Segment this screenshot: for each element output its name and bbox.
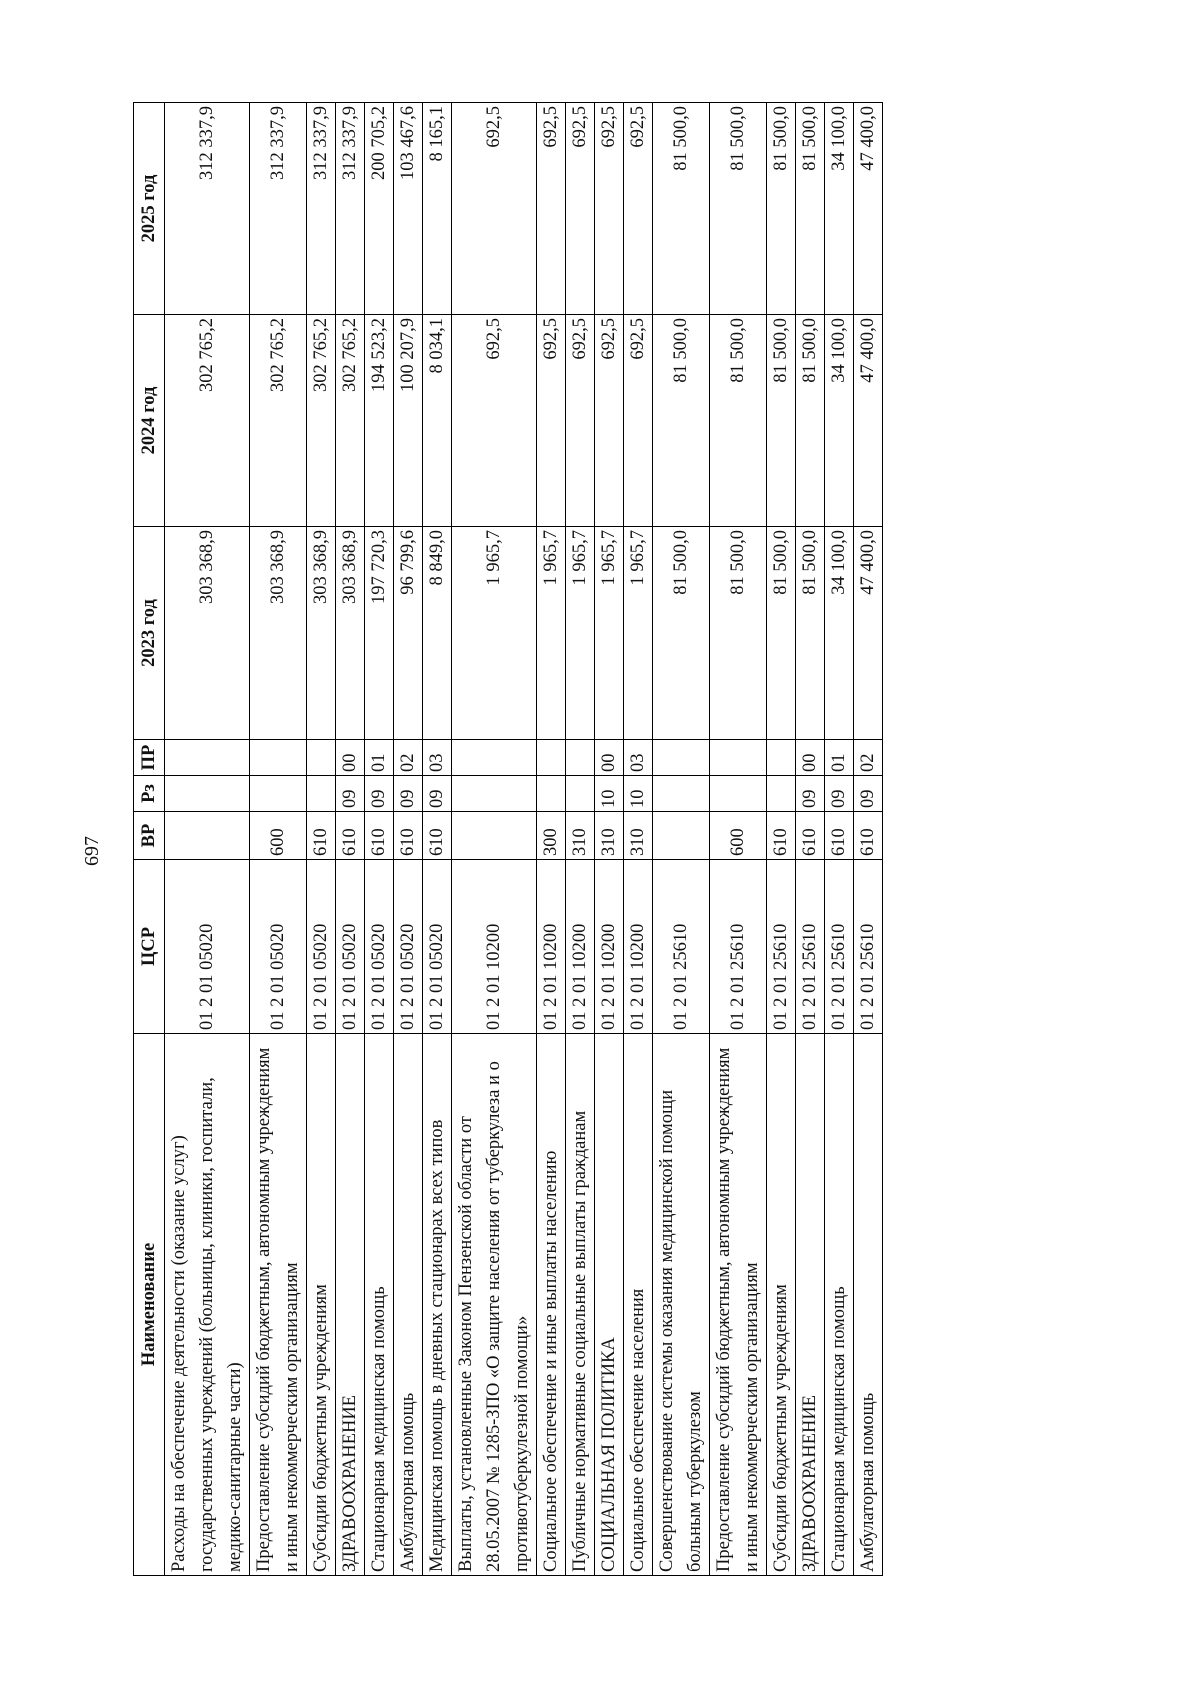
cell-vr: 610 — [336, 812, 365, 860]
table-row — [394, 103, 423, 1576]
table-row — [595, 103, 624, 1576]
cell-2024: 194 523,2 — [365, 315, 394, 527]
cell-csr: 01 2 01 10200 — [566, 860, 595, 1034]
cell-csr: 01 2 01 05020 — [307, 860, 336, 1034]
cell-pr — [710, 740, 767, 776]
cell-2023: 8 849,0 — [423, 527, 452, 740]
cell-2025: 312 337,9 — [250, 103, 307, 315]
cell-name: ЗДРАВООХРАНЕНИЕ — [336, 1034, 365, 1576]
cell-rz: 10 — [595, 776, 624, 812]
cell-vr: 600 — [710, 812, 767, 860]
cell-vr: 610 — [796, 812, 825, 860]
cell-name: Субсидии бюджетным учреждениям — [767, 1034, 796, 1576]
cell-2023: 81 500,0 — [767, 527, 796, 740]
table-body — [165, 103, 883, 1576]
cell-pr: 01 — [825, 740, 854, 776]
cell-vr — [653, 812, 710, 860]
cell-rz — [452, 776, 537, 812]
cell-rz — [307, 776, 336, 812]
header-2024: 2024 год — [134, 315, 165, 527]
cell-rz — [537, 776, 566, 812]
cell-2024: 302 765,2 — [336, 315, 365, 527]
cell-2024: 692,5 — [452, 315, 537, 527]
cell-vr: 310 — [566, 812, 595, 860]
cell-2023: 1 965,7 — [624, 527, 653, 740]
cell-2025: 81 500,0 — [710, 103, 767, 315]
table-row — [537, 103, 566, 1576]
table-row — [624, 103, 653, 1576]
cell-2025: 312 337,9 — [336, 103, 365, 315]
cell-csr: 01 2 01 25610 — [825, 860, 854, 1034]
cell-csr: 01 2 01 05020 — [165, 860, 250, 1034]
cell-pr — [767, 740, 796, 776]
cell-2025: 692,5 — [452, 103, 537, 315]
cell-name: Амбулаторная помощь — [854, 1034, 883, 1576]
cell-rz: 09 — [854, 776, 883, 812]
cell-2025: 34 100,0 — [825, 103, 854, 315]
cell-vr: 610 — [394, 812, 423, 860]
cell-name: Совершенствование системы оказания медицинской помощи больным туберкулезом — [653, 1034, 710, 1576]
cell-vr: 610 — [825, 812, 854, 860]
cell-pr — [307, 740, 336, 776]
cell-2023: 303 368,9 — [336, 527, 365, 740]
cell-name: Выплаты, установленные Законом Пензенской области от 28.05.2007 № 1285-ЗПО «О защите населения от туберкулеза и о противотуберкулезной помощи» — [452, 1034, 537, 1576]
cell-2024: 100 207,9 — [394, 315, 423, 527]
cell-2024: 302 765,2 — [165, 315, 250, 527]
cell-2024: 81 500,0 — [796, 315, 825, 527]
cell-pr — [566, 740, 595, 776]
cell-2024: 692,5 — [624, 315, 653, 527]
cell-2023: 303 368,9 — [307, 527, 336, 740]
cell-pr — [165, 740, 250, 776]
cell-2023: 81 500,0 — [796, 527, 825, 740]
header-rz: Рз — [134, 776, 165, 812]
cell-csr: 01 2 01 05020 — [336, 860, 365, 1034]
cell-2024: 81 500,0 — [710, 315, 767, 527]
cell-2025: 692,5 — [624, 103, 653, 315]
cell-rz: 09 — [365, 776, 394, 812]
cell-vr: 610 — [307, 812, 336, 860]
cell-name: Социальное обеспечение населения — [624, 1034, 653, 1576]
cell-name: Стационарная медицинская помощь — [825, 1034, 854, 1576]
cell-csr: 01 2 01 05020 — [394, 860, 423, 1034]
cell-2024: 81 500,0 — [653, 315, 710, 527]
cell-2023: 1 965,7 — [595, 527, 624, 740]
cell-name: Медицинская помощь в дневных стационарах всех типов — [423, 1034, 452, 1576]
cell-2024: 8 034,1 — [423, 315, 452, 527]
table-row — [653, 103, 710, 1576]
cell-2024: 692,5 — [537, 315, 566, 527]
header-csr: ЦСР — [134, 860, 165, 1034]
table-row — [566, 103, 595, 1576]
cell-vr — [452, 812, 537, 860]
cell-rz — [165, 776, 250, 812]
cell-2023: 47 400,0 — [854, 527, 883, 740]
cell-pr: 01 — [365, 740, 394, 776]
cell-name: СОЦИАЛЬНАЯ ПОЛИТИКА — [595, 1034, 624, 1576]
cell-rz — [566, 776, 595, 812]
cell-csr: 01 2 01 05020 — [250, 860, 307, 1034]
cell-2024: 81 500,0 — [767, 315, 796, 527]
cell-2025: 8 165,1 — [423, 103, 452, 315]
cell-2025: 81 500,0 — [653, 103, 710, 315]
cell-pr: 02 — [854, 740, 883, 776]
cell-2023: 96 799,6 — [394, 527, 423, 740]
cell-2025: 81 500,0 — [767, 103, 796, 315]
budget-table-rotated — [133, 103, 877, 1576]
table-row — [307, 103, 336, 1576]
cell-vr: 310 — [624, 812, 653, 860]
cell-2023: 1 965,7 — [537, 527, 566, 740]
cell-rz — [710, 776, 767, 812]
cell-vr: 600 — [250, 812, 307, 860]
cell-rz — [250, 776, 307, 812]
cell-csr: 01 2 01 05020 — [423, 860, 452, 1034]
cell-2025: 47 400,0 — [854, 103, 883, 315]
cell-csr: 01 2 01 10200 — [452, 860, 537, 1034]
cell-pr: 02 — [394, 740, 423, 776]
cell-name: ЗДРАВООХРАНЕНИЕ — [796, 1034, 825, 1576]
cell-vr: 610 — [854, 812, 883, 860]
table-row — [710, 103, 767, 1576]
cell-rz: 09 — [394, 776, 423, 812]
cell-pr: 03 — [423, 740, 452, 776]
cell-csr: 01 2 01 05020 — [365, 860, 394, 1034]
table-row — [336, 103, 365, 1576]
cell-vr: 300 — [537, 812, 566, 860]
table-row — [452, 103, 537, 1576]
cell-pr — [452, 740, 537, 776]
cell-2025: 692,5 — [566, 103, 595, 315]
cell-name: Публичные нормативные социальные выплаты гражданам — [566, 1034, 595, 1576]
cell-pr — [653, 740, 710, 776]
cell-pr — [537, 740, 566, 776]
cell-2025: 692,5 — [595, 103, 624, 315]
cell-name: Амбулаторная помощь — [394, 1034, 423, 1576]
cell-csr: 01 2 01 25610 — [796, 860, 825, 1034]
cell-2024: 34 100,0 — [825, 315, 854, 527]
cell-2023: 81 500,0 — [710, 527, 767, 740]
header-vr: ВР — [134, 812, 165, 860]
cell-2023: 1 965,7 — [566, 527, 595, 740]
cell-csr: 01 2 01 10200 — [624, 860, 653, 1034]
cell-vr: 610 — [767, 812, 796, 860]
cell-vr: 310 — [595, 812, 624, 860]
cell-2023: 81 500,0 — [653, 527, 710, 740]
cell-2025: 81 500,0 — [796, 103, 825, 315]
cell-2025: 692,5 — [537, 103, 566, 315]
cell-rz: 09 — [796, 776, 825, 812]
cell-csr: 01 2 01 25610 — [767, 860, 796, 1034]
cell-rz — [653, 776, 710, 812]
table-row — [365, 103, 394, 1576]
cell-name: Расходы на обеспечение деятельности (оказание услуг) государственных учреждений (больницы, клиники, госпитали, медико-санитарные части) — [165, 1034, 250, 1576]
cell-2024: 692,5 — [595, 315, 624, 527]
cell-csr: 01 2 01 25610 — [653, 860, 710, 1034]
cell-2025: 312 337,9 — [307, 103, 336, 315]
table-row — [796, 103, 825, 1576]
cell-vr: 610 — [423, 812, 452, 860]
cell-rz: 09 — [825, 776, 854, 812]
cell-csr: 01 2 01 10200 — [537, 860, 566, 1034]
cell-2025: 312 337,9 — [165, 103, 250, 315]
cell-rz: 09 — [336, 776, 365, 812]
cell-csr: 01 2 01 10200 — [595, 860, 624, 1034]
cell-vr: 610 — [365, 812, 394, 860]
table-row — [767, 103, 796, 1576]
cell-2023: 303 368,9 — [250, 527, 307, 740]
cell-2025: 103 467,6 — [394, 103, 423, 315]
table-row — [423, 103, 452, 1576]
budget-table — [133, 102, 883, 1576]
cell-2024: 692,5 — [566, 315, 595, 527]
cell-csr: 01 2 01 25610 — [710, 860, 767, 1034]
cell-2023: 197 720,3 — [365, 527, 394, 740]
cell-rz: 09 — [423, 776, 452, 812]
cell-pr: 00 — [796, 740, 825, 776]
cell-pr: 00 — [336, 740, 365, 776]
cell-csr: 01 2 01 25610 — [854, 860, 883, 1034]
cell-2023: 303 368,9 — [165, 527, 250, 740]
header-2025: 2025 год — [134, 103, 165, 315]
cell-vr — [165, 812, 250, 860]
cell-rz: 10 — [624, 776, 653, 812]
header-pr: ПР — [134, 740, 165, 776]
cell-name: Социальное обеспечение и иные выплаты населению — [537, 1034, 566, 1576]
table-row — [250, 103, 307, 1576]
table-row — [825, 103, 854, 1576]
cell-2024: 302 765,2 — [250, 315, 307, 527]
cell-2025: 200 705,2 — [365, 103, 394, 315]
table-row — [165, 103, 250, 1576]
cell-pr: 00 — [595, 740, 624, 776]
cell-2023: 34 100,0 — [825, 527, 854, 740]
page-number: 697 — [81, 836, 103, 866]
cell-name: Субсидии бюджетным учреждениям — [307, 1034, 336, 1576]
cell-2024: 302 765,2 — [307, 315, 336, 527]
cell-name: Предоставление субсидий бюджетным, автономным учреждениям и иным некоммерческим организациям — [710, 1034, 767, 1576]
cell-name: Предоставление субсидий бюджетным, автономным учреждениям и иным некоммерческим организациям — [250, 1034, 307, 1576]
cell-2023: 1 965,7 — [452, 527, 537, 740]
cell-pr: 03 — [624, 740, 653, 776]
cell-2024: 47 400,0 — [854, 315, 883, 527]
table-header-row — [134, 103, 165, 1576]
cell-name: Стационарная медицинская помощь — [365, 1034, 394, 1576]
header-2023: 2023 год — [134, 527, 165, 740]
header-name: Наименование — [134, 1034, 165, 1576]
cell-rz — [767, 776, 796, 812]
table-row — [854, 103, 883, 1576]
cell-pr — [250, 740, 307, 776]
